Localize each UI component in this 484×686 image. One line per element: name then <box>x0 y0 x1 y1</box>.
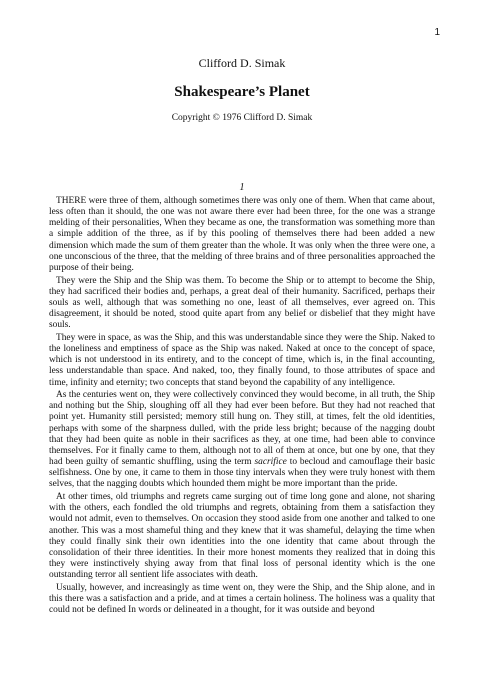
chapter-number: 1 <box>239 182 245 193</box>
copyright-notice: Copyright © 1976 Clifford D. Simak <box>171 113 313 123</box>
paragraph-text: They were in space, as was the Ship, and this was understandable since they were the Ship. Naked to the loneliness and emptiness of space as the Ship was naked. Naked at once to the concept of space, which is not understood in its entirety, and to the concept of time, which is, in the final accounting, less understandable than space. And naked, too, they finally found, to those attributes of space and time, infinity and eternity; two concepts that stand beyond the capability of any intelligence. <box>49 332 435 388</box>
page-number: 1 <box>434 27 440 38</box>
paragraph <box>49 276 435 332</box>
paragraph <box>49 196 435 274</box>
paragraph-text: They were the Ship and the Ship was them. To become the Ship or to attempt to become the Ship, they had sacrificed their bodies and, perhaps, a great deal of their humanity. Sacrificed, perhaps their souls as well, although that was something no one, least of all themselves, ever agreed on. This disagreement, it should be noted, stood quite apart from any belief or disbelief that they might have souls. <box>49 275 435 331</box>
book-title: Shakespeare’s Planet <box>174 84 310 100</box>
paragraph <box>49 492 435 581</box>
paragraph-text: to becloud and camouflage their basic selfishness. One by one, it came to them in those tiny intervals when they were truly honest with them selves, that the nagging doubts which hounded them might be more important than the pride. <box>49 457 435 490</box>
author-name: Clifford D. Simak <box>198 56 286 70</box>
paragraph <box>49 333 435 389</box>
paragraph-text: As the centuries went on, they were collectively convinced they would become, in all truth, the Ship and nothing but the Ship, sloughing off all they had ever been before. But they had not reached that point yet. Humanity still persisted; memory still hung on. They still, at times, felt the old identities, perhaps with some of the sharpness dulled, with the pride less bright; because of the nagging doubt that they had been quite as noble in their sacrifices as they, at one time, had been able to convince themselves. For it finally came to them, although not to all of them at once, but one by one, that they had been guilty of semantic shuffling, using the term <box>49 390 435 468</box>
paragraph-text: At other times, old triumphs and regrets came surging out of time long gone and alone, not sharing with the others, each fondled the old triumphs and regrets, obtaining from them a satisfaction they would not admit, even to themselves. On occasion they stood aside from one another and talked to one another. This was a most shameful thing and they knew that it was shameful, delaying the time when they could finally sink their own identities into the one identity that came about through the consolidation of their three identities. In their more honest moments they realized that in doing this they were instinctively shying away from that final loss of personal identity which is the one outstanding terror all sentient life associates with death. <box>49 492 435 581</box>
paragraph <box>49 390 435 490</box>
paragraph-text: THERE were three of them, although sometimes there was only one of them. When that came about, less often than it should, the one was not aware there ever had been three, for the one was a strange melding of their personalities, When they became as one, the transformation was something more than a simple addition of the three, as if by this pooling of themselves there had been added a new dimension which made the sum of them greater than the whole. It was only when the three were one, a one unconscious of the three, that the melding of three brains and of three personalities approached the purpose of their being. <box>49 196 435 273</box>
body-text <box>49 196 435 618</box>
italic-text: sacrifice <box>254 457 287 468</box>
paragraph <box>49 583 435 616</box>
paragraph-text: Usually, however, and increasingly as time went on, they were the Ship, and the Ship alone, and in this there was a satisfaction and a pride, and at times a certain holiness. The holiness was a quality that could not be defined In words or delineated in a thought, for it was outside and beyond <box>49 582 435 616</box>
